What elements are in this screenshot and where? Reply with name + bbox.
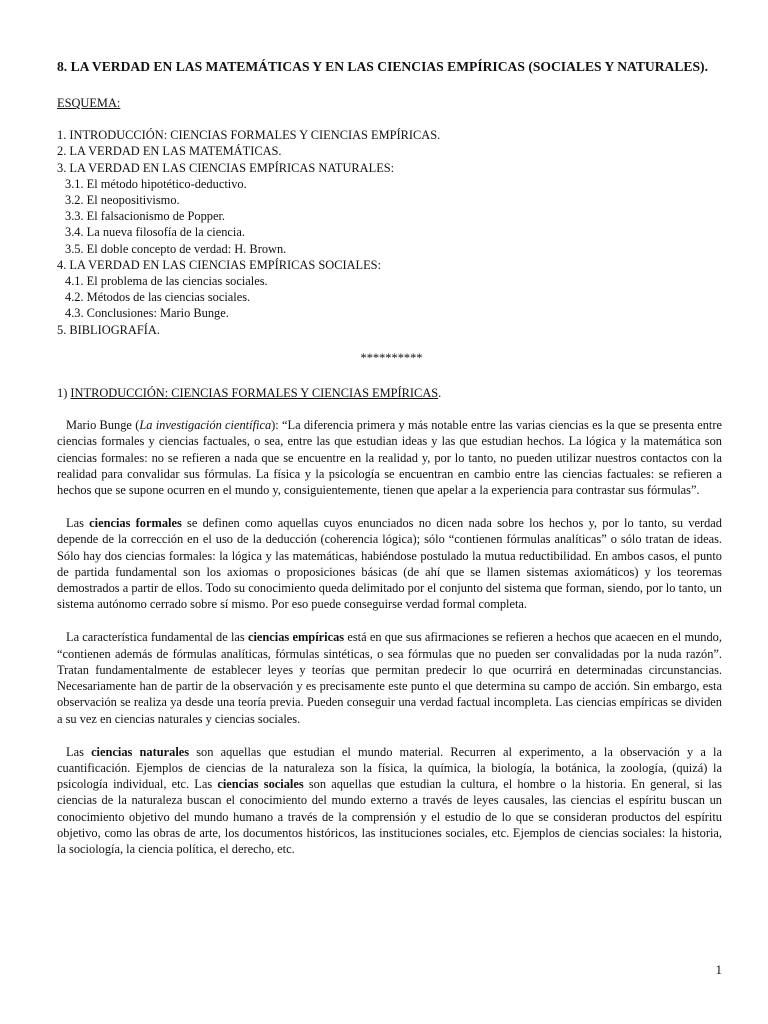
- paragraph-empirical-sciences: [57, 629, 722, 726]
- p4-text-b: son aquellas que estudian el mundo material. Recurren al experimento, a la observación y a la cuantificación. Ejemplos de ciencias de la naturaleza son la física, la química, la biología, la botánica, la zoología, (quizá) la psicología individual, etc. Las: [57, 744, 722, 792]
- outline-item-5: 5. BIBLIOGRAFÍA.: [57, 322, 160, 337]
- p2-text-b: se definen como aquellas cuyos enunciados no dicen nada sobre los hechos y, por lo tanto, su verdad depende de la corrección en el uso de la deducción (coherencia lógica); sólo “contienen fórmulas analíticas” o sólo tratan de ideas. Sólo hay dos ciencias formales: la lógica y las matemáticas, habiéndose postulado la mutua reductibilidad. En ambos casos, el punto de partida fundamental son los axiomas o proposiciones básicas (de ahí que se llamen sistemas axiomáticos) y los teoremas demostrados a partir de ellos. Todo su conocimiento queda delimitado por el conjunto del sistema que forman, siendo, por lo tanto, un sistema autónomo cerrado sobre sí mismo. Por eso puede conseguirse verdad formal completa.: [57, 516, 722, 612]
- outline-item-2: 2. LA VERDAD EN LAS MATEMÁTICAS.: [57, 144, 282, 159]
- term-social-sciences: ciencias sociales: [217, 777, 304, 792]
- outline-item-3-4: 3.4. La nueva filosofía de la ciencia.: [65, 225, 245, 240]
- section-number: 1): [57, 386, 71, 401]
- page-content: [57, 58, 722, 857]
- outline-item-1: 1. INTRODUCCIÓN: CIENCIAS FORMALES Y CIENCIAS EMPÍRICAS.: [57, 128, 441, 143]
- outline-item-3-3: 3.3. El falsacionismo de Popper.: [65, 209, 226, 224]
- outline-item-4-3: 4.3. Conclusiones: Mario Bunge.: [65, 306, 229, 321]
- term-formal-sciences: ciencias formales: [89, 516, 182, 531]
- p3-text-b: está en que sus afirmaciones se refieren a hechos que acaecen en el mundo, “contienen además de fórmulas analíticas, fórmulas sintéticas, o sea fórmulas que no pueden ser convalidadas por la nuda razón”. Tratan fundamentalmente de establecer leyes y teorías que permitan predecir lo que ocurrirá en determinadas circunstancias. Necesariamente han de partir de la observación y es precisamente este punto el que determina su campo de acción. Sin embargo, esta observación se realiza ya desde una teoría previa. Pueden conseguir una verdad factual incompleta. Las ciencias empíricas se dividen a su vez en ciencias naturales y ciencias sociales.: [57, 630, 722, 726]
- outline-item-3-2: 3.2. El neopositivismo.: [65, 193, 180, 208]
- esquema-label: ESQUEMA:: [57, 96, 121, 110]
- section-heading-text: INTRODUCCIÓN: CIENCIAS FORMALES Y CIENCIAS EMPÍRICAS: [70, 386, 439, 401]
- outline-item-3-5: 3.5. El doble concepto de verdad: H. Brown.: [65, 241, 287, 256]
- p3-text-a: La característica fundamental de las: [66, 630, 248, 645]
- outline-item-4-2: 4.2. Métodos de las ciencias sociales.: [65, 290, 251, 305]
- outline-item-3-1: 3.1. El método hipotético-deductivo.: [65, 176, 247, 191]
- section-heading: [57, 385, 722, 401]
- outline-item-4: 4. LA VERDAD EN LAS CIENCIAS EMPÍRICAS SOCIALES:: [57, 257, 382, 272]
- p4-text-a: Las: [66, 744, 92, 759]
- paragraph-bunge-quote: [57, 417, 722, 498]
- paragraph-natural-social-sciences: [57, 744, 722, 857]
- outline-item-4-1: 4.1. El problema de las ciencias sociales.: [65, 274, 268, 289]
- term-natural-sciences: ciencias naturales: [91, 744, 190, 759]
- document-title: 8. LA VERDAD EN LAS MATEMÁTICAS Y EN LAS CIENCIAS EMPÍRICAS (SOCIALES Y NATURALES).: [57, 59, 708, 74]
- term-empirical-sciences: ciencias empíricas: [247, 630, 345, 645]
- p2-text-a: Las: [66, 516, 90, 531]
- section-heading-end: .: [438, 386, 442, 401]
- outline-item-3: 3. LA VERDAD EN LAS CIENCIAS EMPÍRICAS NATURALES:: [57, 160, 395, 175]
- section-separator: **********: [360, 350, 423, 365]
- paragraph-formal-sciences: [57, 515, 722, 612]
- p1-text-b: ): “La diferencia primera y más notable entre las varias ciencias es la que se presenta entre ciencias formales y ciencias factuales, o sea, entre las que estudian ideas y las que estudian hechos. La lógica y la matemática son ciencias formales: no se refieren a nada que se encuentre en la realidad y, por lo tanto, no pueden utilizar nuestros contactos con la realidad para convalidar sus fórmulas. La física y la psicología se encuentran en cambio entre las ciencias factuales: se refieren a hechos que se supone ocurren en el mundo y, consiguientemente, tienen que apelar a la experiencia para contrastar sus fórmulas”.: [57, 418, 723, 498]
- page-number: 1: [715, 962, 722, 977]
- book-title: La investigación científica: [139, 418, 272, 433]
- outline-list: [57, 127, 722, 338]
- p4-text-c: son aquellas que estudian la cultura, el hombre o la historia. En general, si las ciencias de la naturaleza buscan el conocimiento del mundo externo a través de leyes causales, las ciencias el espíritu buscan un conocimiento objetivo del mundo humano a través de la comprensión y el estudio de lo que se consideran productos del espíritu objetivo, como las obras de arte, los documentos históricos, las instituciones sociales, etc. Ejemplos de ciencias sociales: la historia, la sociología, la ciencia política, el derecho, etc.: [57, 777, 722, 856]
- p1-text-a: Mario Bunge (: [66, 418, 140, 433]
